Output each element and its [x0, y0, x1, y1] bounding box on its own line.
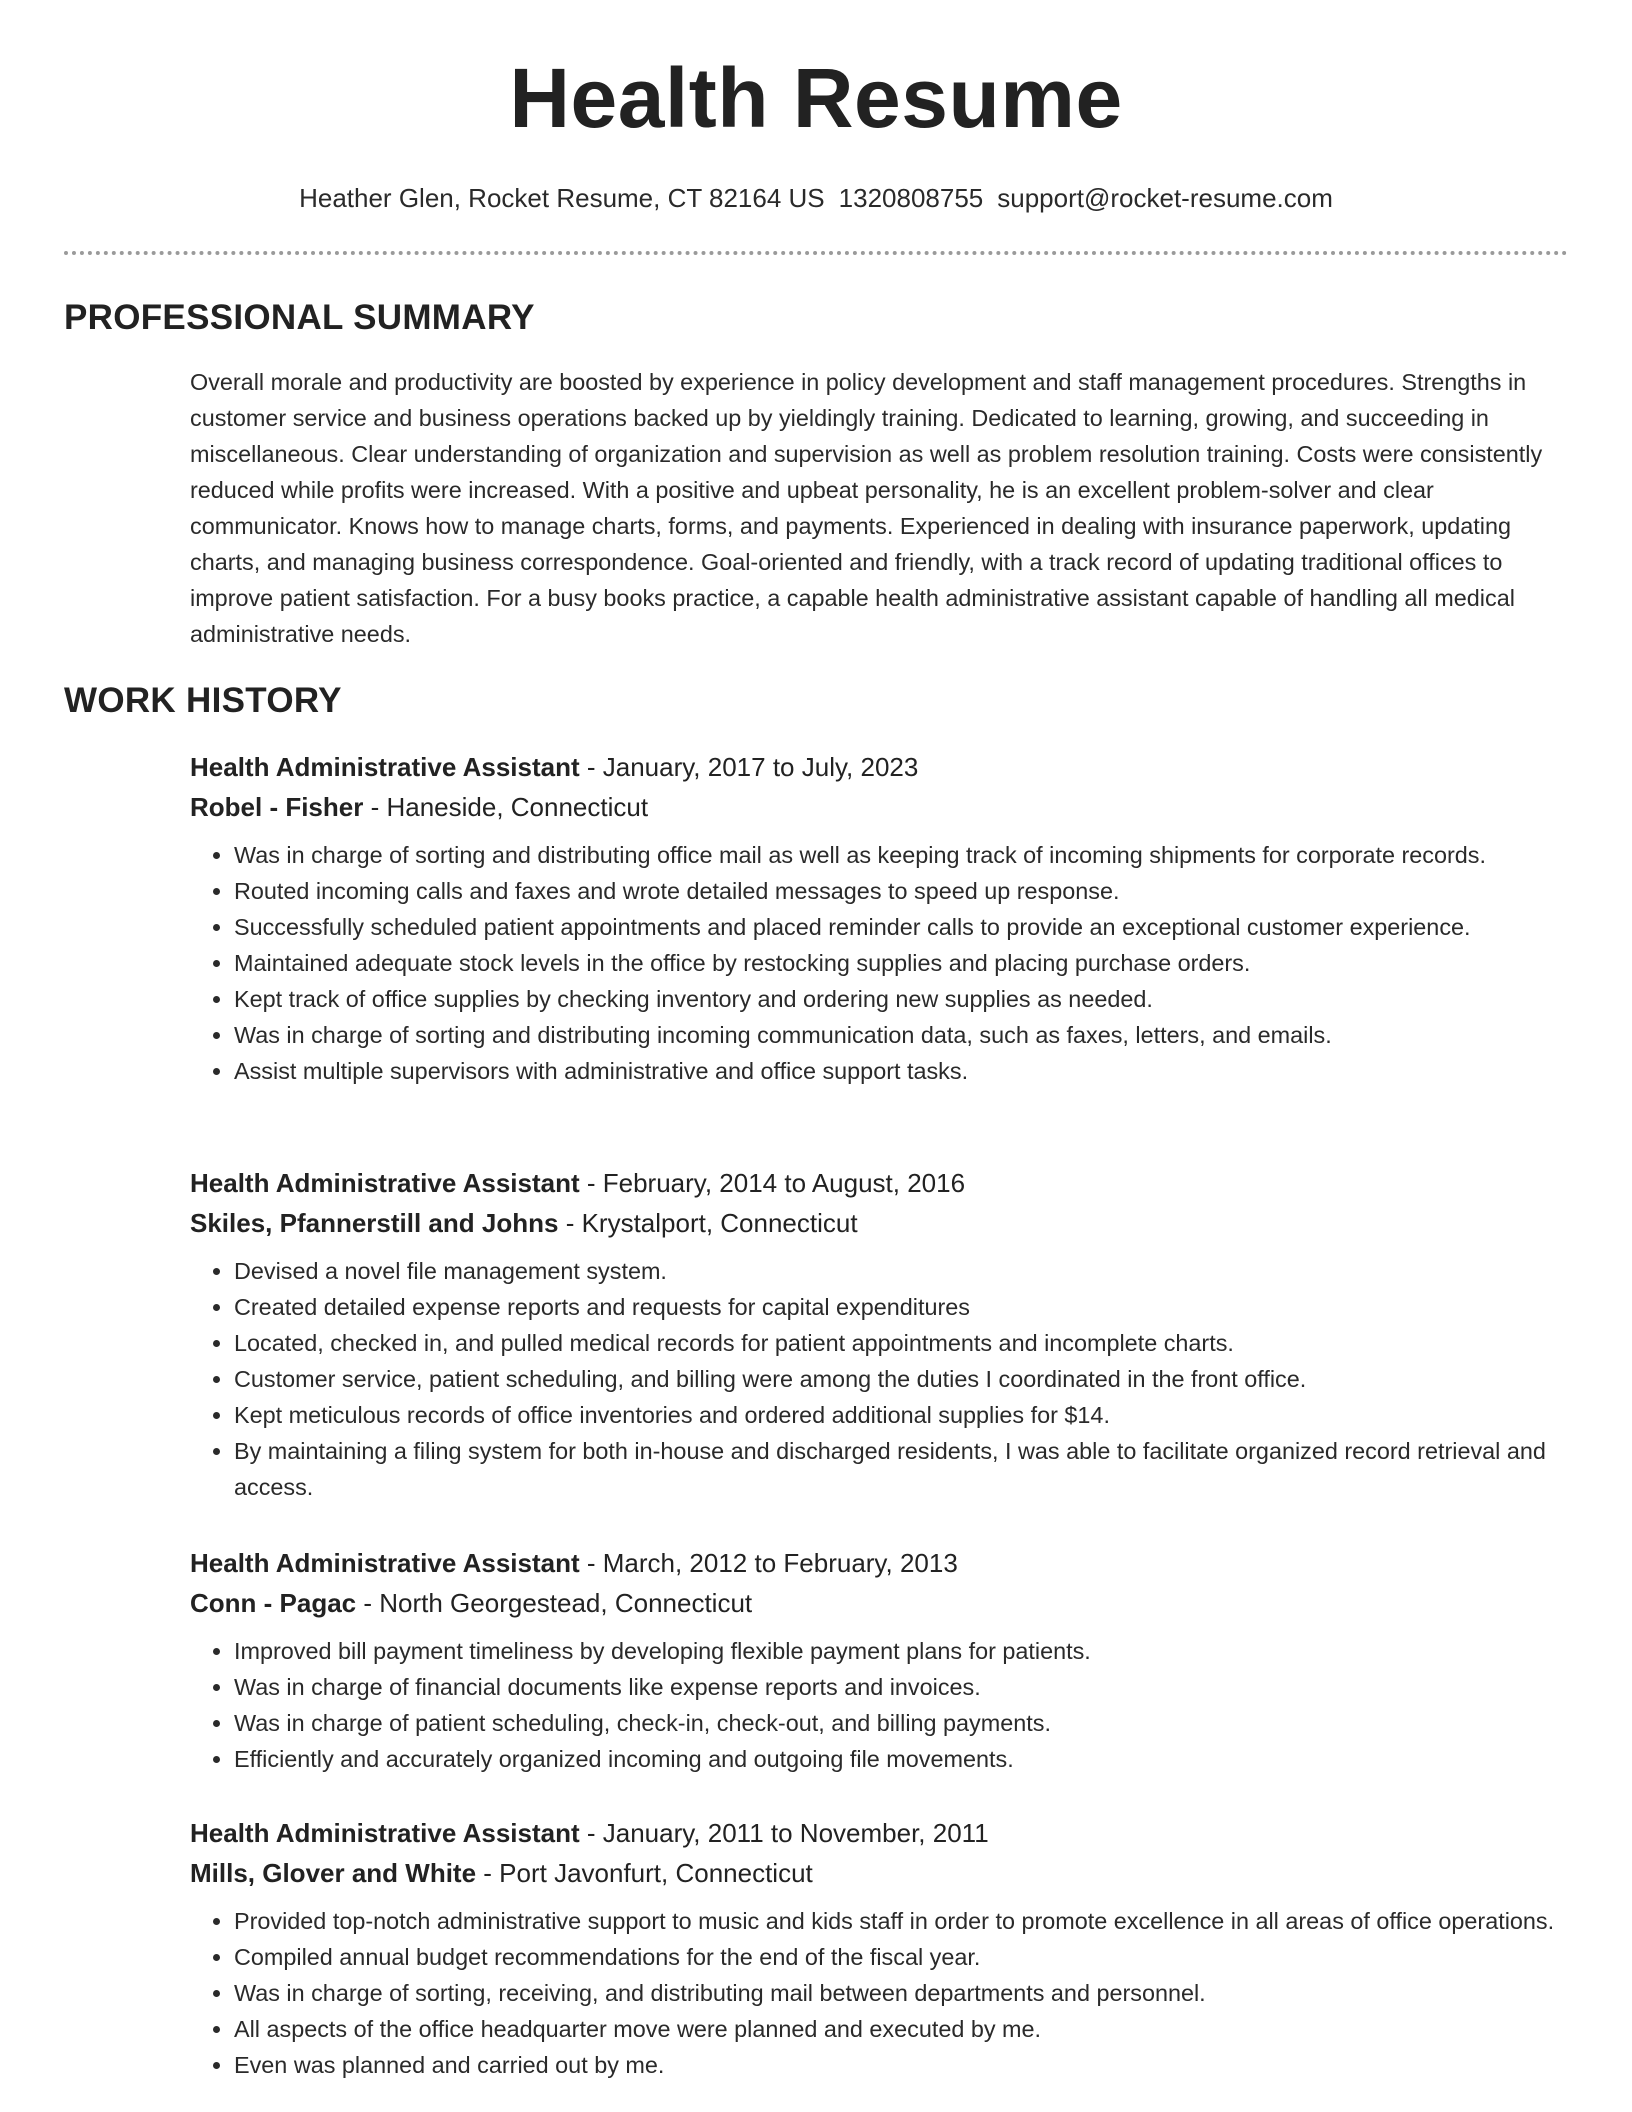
job-bullets: [190, 1903, 1568, 2083]
job-title: Health Administrative Assistant: [190, 1818, 580, 1848]
list-item: • Devised a novel file management system.: [234, 1253, 1568, 1289]
job-title: Health Administrative Assistant: [190, 1548, 580, 1578]
list-item: • Maintained adequate stock levels in the office by restocking supplies and placing purchase orders.: [234, 945, 1568, 981]
summary-text: Overall morale and productivity are boosted by experience in policy development and staff management procedures. Strengths in customer service and business operations backed up by yieldingly training. Dedicated to learning, growing, and succeeding in miscellaneous. Clear understanding of organization and supervision as well as problem resolution training. Costs were consistently reduced while profits were increased. With a positive and upbeat personality, he is an excellent problem-solver and clear communicator. Knows how to manage charts, forms, and payments. Experienced in dealing with insurance paperwork, updating charts, and managing business correspondence. Goal-oriented and friendly, with a track record of updating traditional offices to improve patient satisfaction. For a busy books practice, a capable health administrative assistant capable of handling all medical administrative needs.: [190, 369, 1543, 647]
job-company: Conn - Pagac: [190, 1588, 357, 1618]
summary-heading: PROFESSIONAL SUMMARY: [64, 298, 535, 337]
list-item: • Provided top-notch administrative support to music and kids staff in order to promote excellence in all areas of office operations.: [234, 1903, 1568, 1939]
job-dates: - March, 2012 to February, 2013: [586, 1548, 958, 1578]
job-entry: [190, 1163, 1568, 1505]
job-company-line: [190, 787, 1568, 827]
job-location: - Krystalport, Connecticut: [565, 1208, 858, 1238]
job-title-line: [190, 1163, 1568, 1203]
contact-phone: 1320808755: [838, 183, 984, 213]
header-divider: [64, 251, 1568, 255]
job-title-line: [190, 1813, 1568, 1853]
list-item: • Kept track of office supplies by checking inventory and ordering new supplies as needed.: [234, 981, 1568, 1017]
job-location: - Port Javonfurt, Connecticut: [483, 1858, 813, 1888]
list-item: • By maintaining a filing system for both in-house and discharged residents, I was able to facilitate organized record retrieval and access.: [234, 1433, 1568, 1505]
job-location: - Haneside, Connecticut: [370, 792, 649, 822]
job-dates: - February, 2014 to August, 2016: [586, 1168, 966, 1198]
job-title: Health Administrative Assistant: [190, 752, 580, 782]
job-entry: [190, 1813, 1568, 2083]
job-bullets: [190, 837, 1568, 1089]
contact-email: support@rocket-resume.com: [997, 183, 1333, 213]
work-history-heading: WORK HISTORY: [64, 681, 342, 720]
list-item: • Was in charge of financial documents like expense reports and invoices.: [234, 1669, 1568, 1705]
contact-address: Heather Glen, Rocket Resume, CT 82164 US: [299, 183, 825, 213]
list-item: • Kept meticulous records of office inventories and ordered additional supplies for $14.: [234, 1397, 1568, 1433]
list-item: • Even was planned and carried out by me.: [234, 2047, 1568, 2083]
list-item: • Customer service, patient scheduling, and billing were among the duties I coordinated in the front office.: [234, 1361, 1568, 1397]
job-title-line: [190, 1543, 1568, 1583]
job-company: Skiles, Pfannerstill and Johns: [190, 1208, 559, 1238]
job-location: - North Georgestead, Connecticut: [363, 1588, 753, 1618]
list-item: • Was in charge of sorting, receiving, and distributing mail between departments and personnel.: [234, 1975, 1568, 2011]
job-company: Mills, Glover and White: [190, 1858, 477, 1888]
list-item: • Improved bill payment timeliness by developing flexible payment plans for patients.: [234, 1633, 1568, 1669]
contact-line: [0, 182, 1632, 216]
job-bullets: [190, 1633, 1568, 1777]
job-entry: [190, 747, 1568, 1089]
list-item: • Created detailed expense reports and requests for capital expenditures: [234, 1289, 1568, 1325]
list-item: • Compiled annual budget recommendations for the end of the fiscal year.: [234, 1939, 1568, 1975]
job-company-line: [190, 1853, 1568, 1893]
job-bullets: [190, 1253, 1568, 1505]
list-item: • Was in charge of sorting and distributing office mail as well as keeping track of incoming shipments for corporate records.: [234, 837, 1568, 873]
job-company-line: [190, 1203, 1568, 1243]
list-item: • Efficiently and accurately organized incoming and outgoing file movements.: [234, 1741, 1568, 1777]
list-item: • All aspects of the office headquarter move were planned and executed by me.: [234, 2011, 1568, 2047]
job-company-line: [190, 1583, 1568, 1623]
list-item: • Located, checked in, and pulled medical records for patient appointments and incomplete charts.: [234, 1325, 1568, 1361]
resume-title: Health Resume: [509, 51, 1123, 145]
job-title: Health Administrative Assistant: [190, 1168, 580, 1198]
job-company: Robel - Fisher: [190, 792, 364, 822]
job-dates: - January, 2017 to July, 2023: [586, 752, 919, 782]
list-item: • Assist multiple supervisors with administrative and office support tasks.: [234, 1053, 1568, 1089]
job-title-line: [190, 747, 1568, 787]
list-item: • Successfully scheduled patient appointments and placed reminder calls to provide an exceptional customer experience.: [234, 909, 1568, 945]
job-entry: [190, 1543, 1568, 1777]
job-dates: - January, 2011 to November, 2011: [586, 1818, 989, 1848]
list-item: • Routed incoming calls and faxes and wrote detailed messages to speed up response.: [234, 873, 1568, 909]
list-item: • Was in charge of patient scheduling, check-in, check-out, and billing payments.: [234, 1705, 1568, 1741]
list-item: • Was in charge of sorting and distributing incoming communication data, such as faxes, letters, and emails.: [234, 1017, 1568, 1053]
